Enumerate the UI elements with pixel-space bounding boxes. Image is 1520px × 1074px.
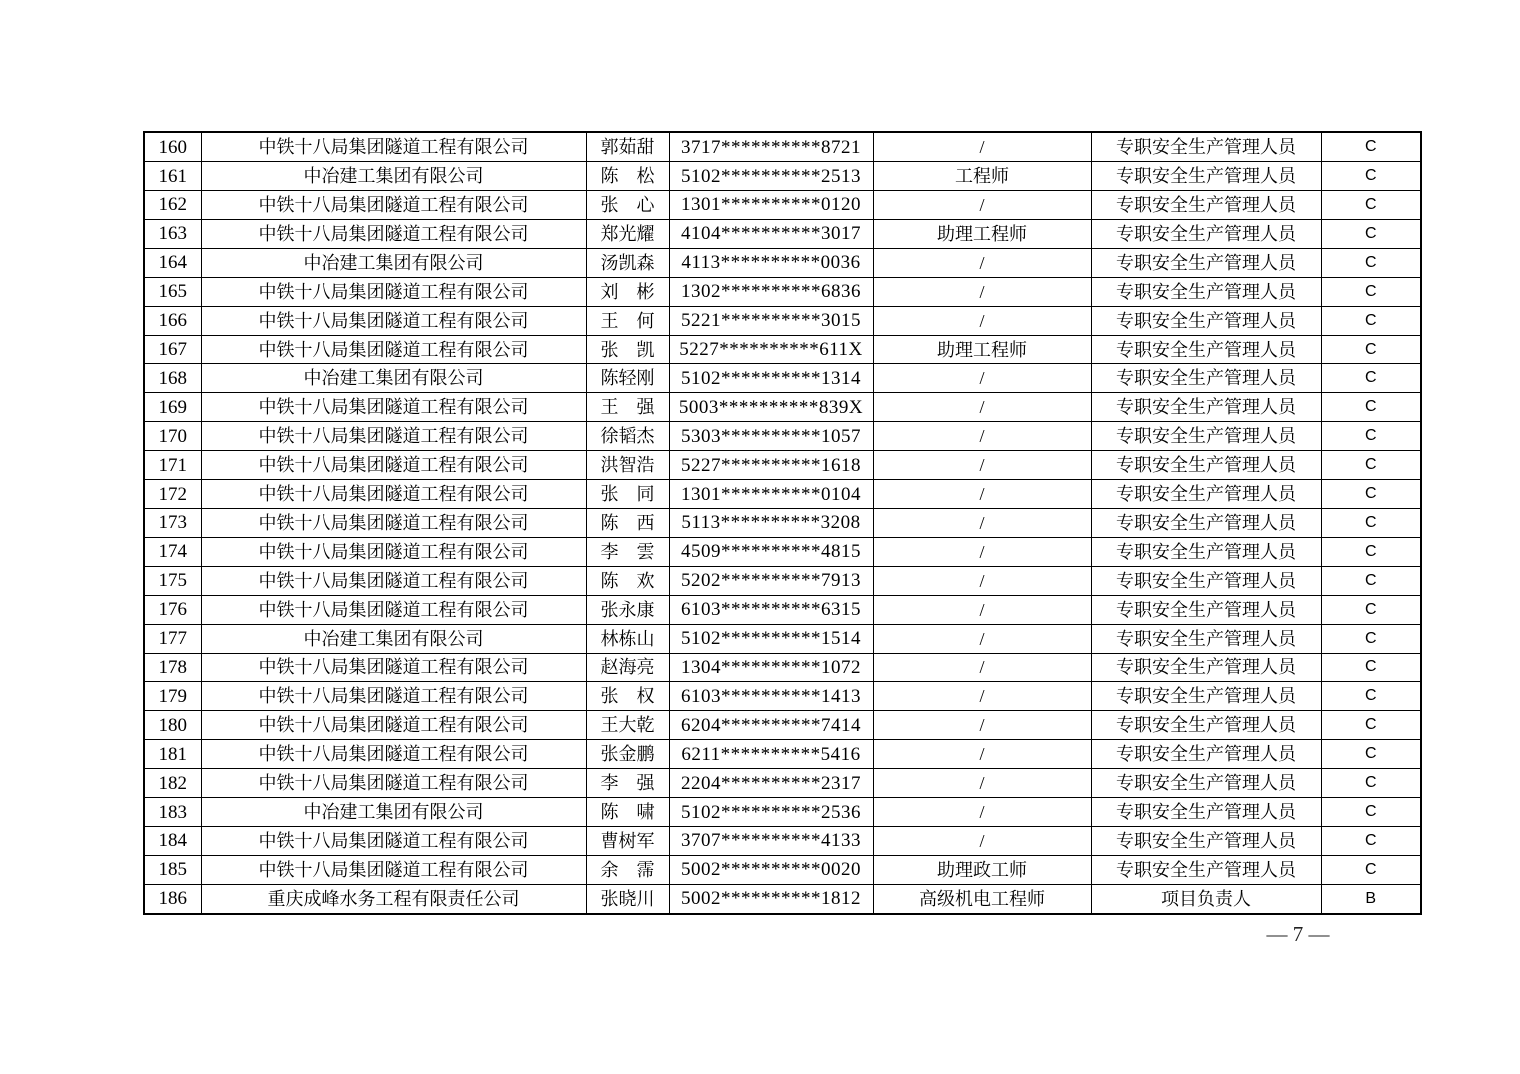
person-name-cell: 李 雲	[586, 537, 669, 566]
person-name-cell: 张 同	[586, 480, 669, 509]
grade-cell: C	[1321, 566, 1421, 595]
grade-cell: C	[1321, 162, 1421, 191]
company-cell: 中铁十八局集团隧道工程有限公司	[201, 277, 586, 306]
title-cell: /	[873, 537, 1091, 566]
grade-cell: C	[1321, 711, 1421, 740]
title-cell: /	[873, 595, 1091, 624]
role-cell: 专职安全生产管理人员	[1091, 653, 1321, 682]
company-cell: 中铁十八局集团隧道工程有限公司	[201, 509, 586, 538]
id-number-cell: 5221**********3015	[669, 306, 873, 335]
row-number-cell: 186	[144, 884, 201, 914]
id-number-cell: 5102**********1514	[669, 624, 873, 653]
grade-cell: C	[1321, 798, 1421, 827]
row-number-cell: 179	[144, 682, 201, 711]
id-number-cell: 1301**********0120	[669, 191, 873, 220]
grade-cell: C	[1321, 422, 1421, 451]
company-cell: 中铁十八局集团隧道工程有限公司	[201, 537, 586, 566]
role-cell: 专职安全生产管理人员	[1091, 306, 1321, 335]
grade-cell: C	[1321, 653, 1421, 682]
title-cell: /	[873, 248, 1091, 277]
row-number-cell: 182	[144, 769, 201, 798]
title-cell: /	[873, 191, 1091, 220]
table-row	[144, 451, 1421, 480]
role-cell: 专职安全生产管理人员	[1091, 248, 1321, 277]
grade-cell: C	[1321, 248, 1421, 277]
grade-cell: C	[1321, 451, 1421, 480]
title-cell: 助理政工师	[873, 855, 1091, 884]
title-cell: /	[873, 277, 1091, 306]
table-body	[144, 132, 1421, 914]
id-number-cell: 5303**********1057	[669, 422, 873, 451]
table-row	[144, 248, 1421, 277]
row-number-cell: 178	[144, 653, 201, 682]
company-cell: 中铁十八局集团隧道工程有限公司	[201, 740, 586, 769]
role-cell: 专职安全生产管理人员	[1091, 480, 1321, 509]
grade-cell: C	[1321, 826, 1421, 855]
row-number-cell: 185	[144, 855, 201, 884]
grade-cell: C	[1321, 624, 1421, 653]
person-name-cell: 陈 松	[586, 162, 669, 191]
id-number-cell: 5227**********611X	[669, 335, 873, 364]
company-cell: 中铁十八局集团隧道工程有限公司	[201, 132, 586, 162]
title-cell: /	[873, 306, 1091, 335]
table-row	[144, 132, 1421, 162]
row-number-cell: 172	[144, 480, 201, 509]
role-cell: 专职安全生产管理人员	[1091, 132, 1321, 162]
company-cell: 中铁十八局集团隧道工程有限公司	[201, 826, 586, 855]
role-cell: 专职安全生产管理人员	[1091, 422, 1321, 451]
row-number-cell: 162	[144, 191, 201, 220]
table-row	[144, 480, 1421, 509]
title-cell: /	[873, 480, 1091, 509]
person-name-cell: 王 何	[586, 306, 669, 335]
row-number-cell: 180	[144, 711, 201, 740]
title-cell: /	[873, 826, 1091, 855]
company-cell: 中铁十八局集团隧道工程有限公司	[201, 451, 586, 480]
table-row	[144, 653, 1421, 682]
grade-cell: C	[1321, 480, 1421, 509]
table-row	[144, 509, 1421, 538]
role-cell: 专职安全生产管理人员	[1091, 537, 1321, 566]
title-cell: 高级机电工程师	[873, 884, 1091, 914]
person-name-cell: 徐韬杰	[586, 422, 669, 451]
row-number-cell: 181	[144, 740, 201, 769]
id-number-cell: 5113**********3208	[669, 509, 873, 538]
person-name-cell: 洪智浩	[586, 451, 669, 480]
person-name-cell: 曹树军	[586, 826, 669, 855]
person-name-cell: 汤凯森	[586, 248, 669, 277]
person-name-cell: 张晓川	[586, 884, 669, 914]
table-row	[144, 711, 1421, 740]
title-cell: /	[873, 682, 1091, 711]
title-cell: 助理工程师	[873, 219, 1091, 248]
table-row	[144, 884, 1421, 914]
person-name-cell: 陈 欢	[586, 566, 669, 595]
title-cell: /	[873, 451, 1091, 480]
table-row	[144, 277, 1421, 306]
role-cell: 项目负责人	[1091, 884, 1321, 914]
title-cell: /	[873, 769, 1091, 798]
table-row	[144, 826, 1421, 855]
company-cell: 中铁十八局集团隧道工程有限公司	[201, 682, 586, 711]
person-name-cell: 林栋山	[586, 624, 669, 653]
row-number-cell: 174	[144, 537, 201, 566]
page-number: — 7 —	[1266, 922, 1330, 946]
grade-cell: C	[1321, 191, 1421, 220]
id-number-cell: 4509**********4815	[669, 537, 873, 566]
table-row	[144, 769, 1421, 798]
person-name-cell: 张 心	[586, 191, 669, 220]
title-cell: /	[873, 798, 1091, 827]
company-cell: 重庆成峰水务工程有限责任公司	[201, 884, 586, 914]
role-cell: 专职安全生产管理人员	[1091, 624, 1321, 653]
row-number-cell: 164	[144, 248, 201, 277]
role-cell: 专职安全生产管理人员	[1091, 711, 1321, 740]
title-cell: /	[873, 364, 1091, 393]
id-number-cell: 1302**********6836	[669, 277, 873, 306]
title-cell: 助理工程师	[873, 335, 1091, 364]
table-row	[144, 422, 1421, 451]
title-cell: /	[873, 132, 1091, 162]
role-cell: 专职安全生产管理人员	[1091, 335, 1321, 364]
person-name-cell: 张永康	[586, 595, 669, 624]
row-number-cell: 183	[144, 798, 201, 827]
table-row	[144, 191, 1421, 220]
person-name-cell: 李 强	[586, 769, 669, 798]
role-cell: 专职安全生产管理人员	[1091, 451, 1321, 480]
row-number-cell: 176	[144, 595, 201, 624]
role-cell: 专职安全生产管理人员	[1091, 364, 1321, 393]
role-cell: 专职安全生产管理人员	[1091, 769, 1321, 798]
table-row	[144, 364, 1421, 393]
company-cell: 中铁十八局集团隧道工程有限公司	[201, 595, 586, 624]
company-cell: 中铁十八局集团隧道工程有限公司	[201, 480, 586, 509]
id-number-cell: 6103**********1413	[669, 682, 873, 711]
title-cell: /	[873, 653, 1091, 682]
role-cell: 专职安全生产管理人员	[1091, 740, 1321, 769]
title-cell: /	[873, 393, 1091, 422]
id-number-cell: 6204**********7414	[669, 711, 873, 740]
role-cell: 专职安全生产管理人员	[1091, 566, 1321, 595]
title-cell: /	[873, 624, 1091, 653]
id-number-cell: 5102**********2513	[669, 162, 873, 191]
table-row	[144, 624, 1421, 653]
id-number-cell: 3707**********4133	[669, 826, 873, 855]
company-cell: 中冶建工集团有限公司	[201, 364, 586, 393]
title-cell: /	[873, 509, 1091, 538]
role-cell: 专职安全生产管理人员	[1091, 595, 1321, 624]
row-number-cell: 170	[144, 422, 201, 451]
id-number-cell: 4104**********3017	[669, 219, 873, 248]
row-number-cell: 168	[144, 364, 201, 393]
person-name-cell: 张 凯	[586, 335, 669, 364]
id-number-cell: 2204**********2317	[669, 769, 873, 798]
id-number-cell: 3717**********8721	[669, 132, 873, 162]
table-row	[144, 566, 1421, 595]
row-number-cell: 160	[144, 132, 201, 162]
company-cell: 中铁十八局集团隧道工程有限公司	[201, 855, 586, 884]
title-cell: /	[873, 711, 1091, 740]
table-row	[144, 855, 1421, 884]
grade-cell: C	[1321, 682, 1421, 711]
id-number-cell: 6211**********5416	[669, 740, 873, 769]
table-row	[144, 798, 1421, 827]
grade-cell: C	[1321, 306, 1421, 335]
person-name-cell: 陈 西	[586, 509, 669, 538]
table-row	[144, 595, 1421, 624]
row-number-cell: 166	[144, 306, 201, 335]
grade-cell: C	[1321, 855, 1421, 884]
row-number-cell: 175	[144, 566, 201, 595]
person-name-cell: 郭茹甜	[586, 132, 669, 162]
grade-cell: C	[1321, 509, 1421, 538]
company-cell: 中铁十八局集团隧道工程有限公司	[201, 219, 586, 248]
company-cell: 中铁十八局集团隧道工程有限公司	[201, 335, 586, 364]
company-cell: 中冶建工集团有限公司	[201, 248, 586, 277]
id-number-cell: 5102**********1314	[669, 364, 873, 393]
role-cell: 专职安全生产管理人员	[1091, 393, 1321, 422]
grade-cell: C	[1321, 740, 1421, 769]
id-number-cell: 5002**********1812	[669, 884, 873, 914]
table-row	[144, 162, 1421, 191]
role-cell: 专职安全生产管理人员	[1091, 798, 1321, 827]
person-name-cell: 郑光耀	[586, 219, 669, 248]
title-cell: /	[873, 422, 1091, 451]
grade-cell: C	[1321, 219, 1421, 248]
grade-cell: C	[1321, 132, 1421, 162]
role-cell: 专职安全生产管理人员	[1091, 509, 1321, 538]
row-number-cell: 167	[144, 335, 201, 364]
id-number-cell: 5227**********1618	[669, 451, 873, 480]
company-cell: 中铁十八局集团隧道工程有限公司	[201, 393, 586, 422]
personnel-roster-table	[143, 131, 1422, 915]
role-cell: 专职安全生产管理人员	[1091, 855, 1321, 884]
company-cell: 中冶建工集团有限公司	[201, 798, 586, 827]
row-number-cell: 169	[144, 393, 201, 422]
row-number-cell: 173	[144, 509, 201, 538]
company-cell: 中铁十八局集团隧道工程有限公司	[201, 653, 586, 682]
role-cell: 专职安全生产管理人员	[1091, 219, 1321, 248]
table-row	[144, 335, 1421, 364]
table-row	[144, 393, 1421, 422]
person-name-cell: 余 霈	[586, 855, 669, 884]
grade-cell: C	[1321, 393, 1421, 422]
id-number-cell: 5202**********7913	[669, 566, 873, 595]
role-cell: 专职安全生产管理人员	[1091, 162, 1321, 191]
title-cell: /	[873, 740, 1091, 769]
row-number-cell: 184	[144, 826, 201, 855]
person-name-cell: 王 强	[586, 393, 669, 422]
company-cell: 中铁十八局集团隧道工程有限公司	[201, 769, 586, 798]
id-number-cell: 4113**********0036	[669, 248, 873, 277]
person-name-cell: 陈轻刚	[586, 364, 669, 393]
role-cell: 专职安全生产管理人员	[1091, 682, 1321, 711]
title-cell: /	[873, 566, 1091, 595]
id-number-cell: 5102**********2536	[669, 798, 873, 827]
person-name-cell: 张金鹏	[586, 740, 669, 769]
grade-cell: C	[1321, 364, 1421, 393]
grade-cell: C	[1321, 537, 1421, 566]
id-number-cell: 1301**********0104	[669, 480, 873, 509]
id-number-cell: 1304**********1072	[669, 653, 873, 682]
grade-cell: B	[1321, 884, 1421, 914]
person-name-cell: 王大乾	[586, 711, 669, 740]
person-name-cell: 张 权	[586, 682, 669, 711]
company-cell: 中铁十八局集团隧道工程有限公司	[201, 711, 586, 740]
table-row	[144, 740, 1421, 769]
grade-cell: C	[1321, 335, 1421, 364]
table-row	[144, 537, 1421, 566]
title-cell: 工程师	[873, 162, 1091, 191]
row-number-cell: 177	[144, 624, 201, 653]
table-row	[144, 306, 1421, 335]
role-cell: 专职安全生产管理人员	[1091, 191, 1321, 220]
table-row	[144, 219, 1421, 248]
row-number-cell: 171	[144, 451, 201, 480]
row-number-cell: 161	[144, 162, 201, 191]
company-cell: 中冶建工集团有限公司	[201, 624, 586, 653]
company-cell: 中铁十八局集团隧道工程有限公司	[201, 422, 586, 451]
grade-cell: C	[1321, 769, 1421, 798]
company-cell: 中铁十八局集团隧道工程有限公司	[201, 566, 586, 595]
id-number-cell: 5003**********839X	[669, 393, 873, 422]
id-number-cell: 6103**********6315	[669, 595, 873, 624]
person-name-cell: 赵海亮	[586, 653, 669, 682]
row-number-cell: 165	[144, 277, 201, 306]
role-cell: 专职安全生产管理人员	[1091, 277, 1321, 306]
row-number-cell: 163	[144, 219, 201, 248]
table-row	[144, 682, 1421, 711]
role-cell: 专职安全生产管理人员	[1091, 826, 1321, 855]
grade-cell: C	[1321, 277, 1421, 306]
grade-cell: C	[1321, 595, 1421, 624]
person-name-cell: 刘 彬	[586, 277, 669, 306]
company-cell: 中铁十八局集团隧道工程有限公司	[201, 306, 586, 335]
person-name-cell: 陈 啸	[586, 798, 669, 827]
company-cell: 中铁十八局集团隧道工程有限公司	[201, 191, 586, 220]
company-cell: 中冶建工集团有限公司	[201, 162, 586, 191]
id-number-cell: 5002**********0020	[669, 855, 873, 884]
